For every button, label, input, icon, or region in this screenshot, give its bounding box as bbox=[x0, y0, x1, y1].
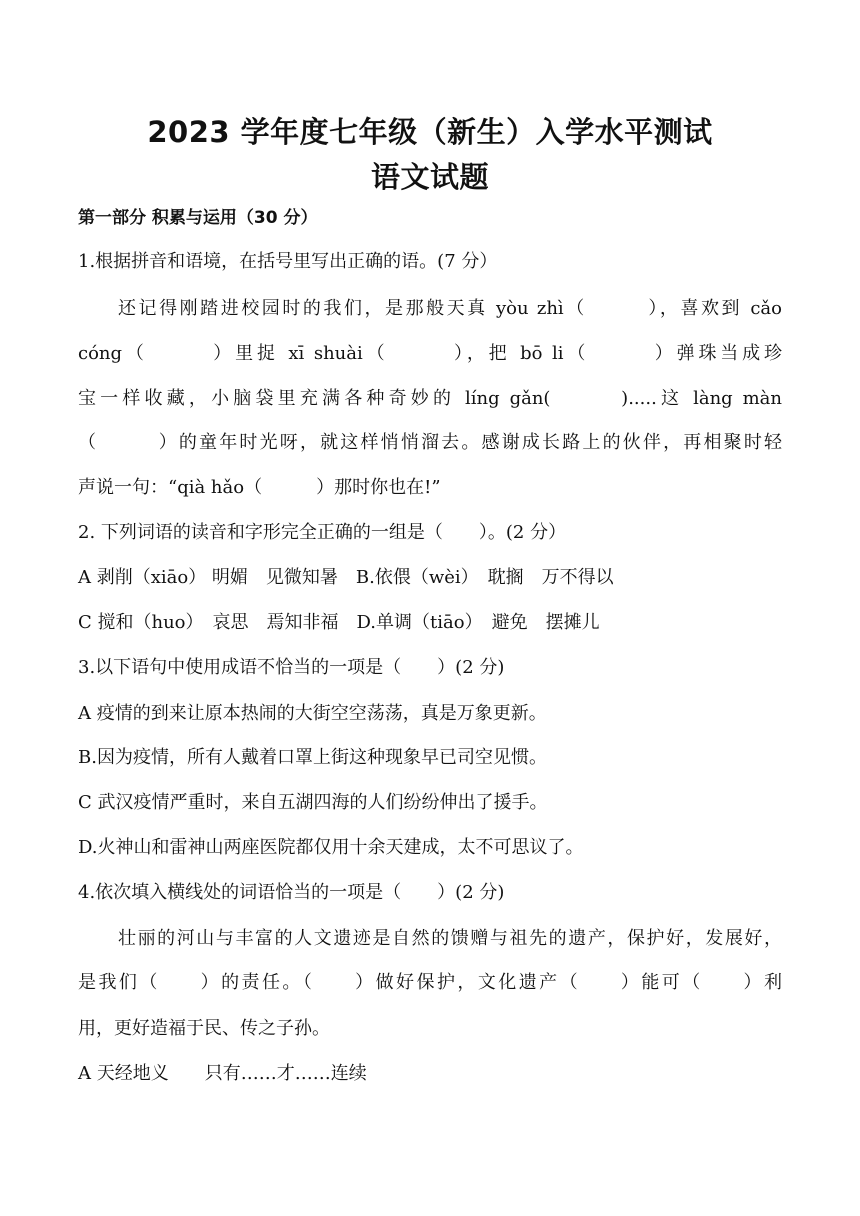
question-3-stem: 3.以下语句中使用成语不恰当的一项是（ ）(2 分) bbox=[78, 657, 505, 678]
question-3-option-d: D.火神山和雷神山两座医院都仅用十余天建成，太不可思议了。 bbox=[78, 837, 584, 858]
question-3-option-b: B.因为疫情，所有人戴着口罩上街这种现象早已司空见惯。 bbox=[78, 747, 547, 768]
question-1-passage-line: （ ）的童年时光呀，就这样悄悄溜去。感谢成长路上的伙伴，再相聚时轻 bbox=[78, 432, 782, 453]
question-3-option-c: C 武汉疫情严重时，来自五湖四海的人们纷纷伸出了援手。 bbox=[78, 792, 548, 813]
question-2-stem: 2. 下列词语的读音和字形完全正确的一组是（ ）。(2 分） bbox=[78, 522, 567, 543]
question-1-passage-line: 宝一样收藏，小脑袋里充满各种奇妙的 líng gǎn( ).....这 làng màn bbox=[78, 388, 782, 409]
exam-title: 2023 学年度七年级（新生）入学水平测试 bbox=[147, 115, 713, 149]
question-3-option-a: A 疫情的到来让原本热闹的大街空空荡荡，真是万象更新。 bbox=[78, 703, 547, 724]
section-heading: 第一部分 积累与运用（30 分） bbox=[78, 208, 318, 228]
question-1-passage-line: 还记得刚踏进校园时的我们，是那般天真 yòu zhì（ ），喜欢到 cǎo bbox=[118, 298, 782, 319]
question-4-passage-line: 壮丽的河山与丰富的人文遗迹是自然的馈赠与祖先的遗产，保护好，发展好， bbox=[118, 928, 782, 949]
exam-subtitle: 语文试题 bbox=[370, 160, 489, 194]
question-4-stem: 4.依次填入横线处的词语恰当的一项是（ ）(2 分) bbox=[78, 882, 505, 903]
question-2-options-ab: A 剥削（xiāo） 明媚 见微知暑 B.依偎（wèi） 耽搁 万不得以 bbox=[78, 567, 614, 588]
question-4-option-a: A 天经地义 只有……才……连续 bbox=[78, 1063, 367, 1084]
question-4-passage-line: 用，更好造福于民、传之子孙。 bbox=[78, 1018, 330, 1039]
question-4-passage-line: 是我们（ ）的责任。（ ）做好保护，文化遗产（ ）能可（ ）利 bbox=[78, 972, 782, 993]
question-1-stem: 1.根据拼音和语境，在括号里写出正确的语。(7 分） bbox=[78, 251, 498, 272]
question-1-passage-line: cóng（ ）里捉 xī shuài（ ），把 bō li（ ）弹珠当成珍 bbox=[78, 343, 782, 364]
question-1-passage-line: 声说一句：“qià hǎo（ ）那时你也在!” bbox=[78, 477, 441, 498]
question-2-options-cd: C 搅和（huo） 哀思 焉知非福 D.单调（tiāo） 避免 摆摊儿 bbox=[78, 612, 600, 633]
